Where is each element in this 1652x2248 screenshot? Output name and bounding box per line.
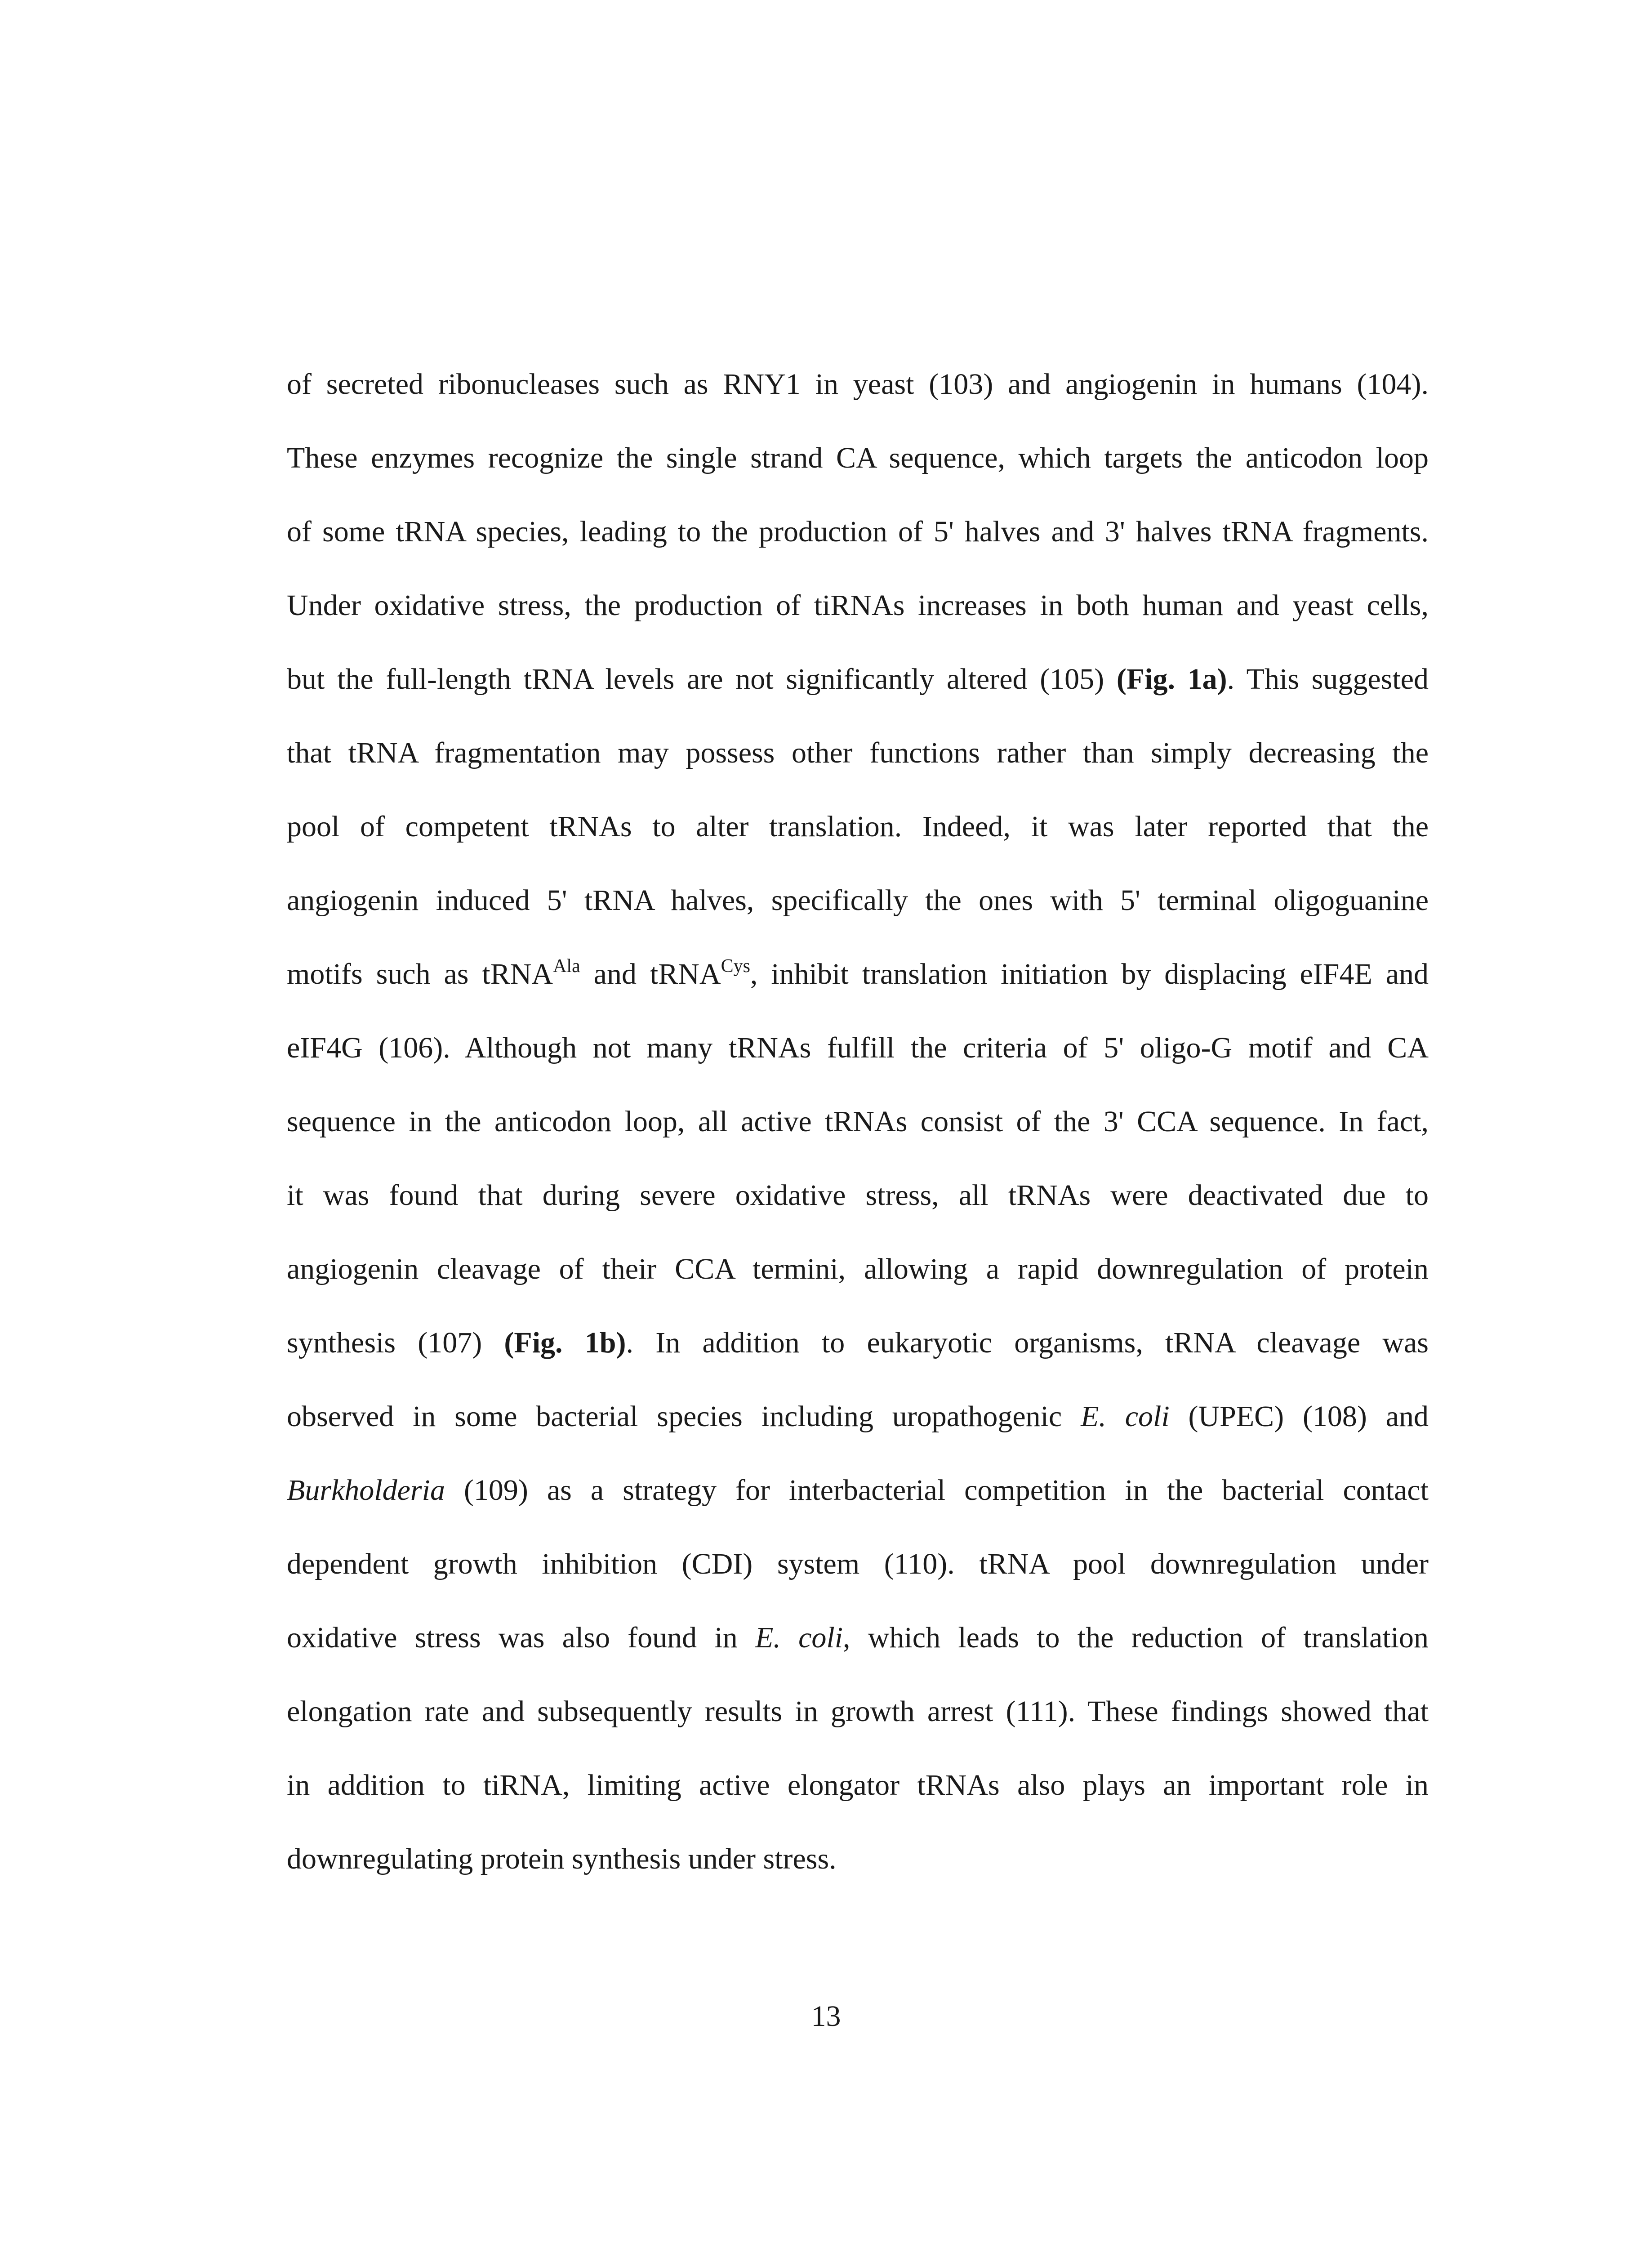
text-line: dependent growth inhibition (CDI) system (110). tRNA pool downregulation under: [287, 1548, 1429, 1580]
text-line: angiogenin cleavage of their CCA termini, allowing a rapid downregulation of protein: [287, 1253, 1429, 1285]
text-line: elongation rate and subsequently results in growth arrest (111). These findings showed that: [287, 1695, 1429, 1728]
body-paragraph: [287, 364, 1429, 1913]
text-line: of some tRNA species, leading to the production of 5' halves and 3' halves tRNA fragments.: [287, 515, 1429, 548]
text-line: angiogenin induced 5' tRNA halves, specifically the ones with 5' terminal oligoguanine: [287, 884, 1429, 917]
figure-reference: (Fig. 1b): [504, 1326, 626, 1359]
text-line: but the full-length tRNA levels are not significantly altered (105) (Fig. 1a). This suggested: [287, 663, 1429, 696]
text-line: that tRNA fragmentation may possess other functions rather than simply decreasing the: [287, 736, 1429, 769]
text-line: in addition to tiRNA, limiting active elongator tRNAs also plays an important role in: [287, 1769, 1429, 1802]
text-line: These enzymes recognize the single strand CA sequence, which targets the anticodon loop: [287, 442, 1429, 474]
figure-reference: (Fig. 1a): [1116, 663, 1227, 696]
superscript: Ala: [553, 956, 580, 977]
text-line: it was found that during severe oxidative stress, all tRNAs were deactivated due to: [287, 1179, 1429, 1212]
text-line: oxidative stress was also found in E. coli, which leads to the reduction of translation: [287, 1621, 1429, 1654]
text-line: sequence in the anticodon loop, all active tRNAs consist of the 3' CCA sequence. In fact,: [287, 1105, 1429, 1138]
text-line: Under oxidative stress, the production of tiRNAs increases in both human and yeast cells,: [287, 589, 1429, 622]
species-name: Burkholderia: [287, 1474, 445, 1507]
page-number: 13: [811, 2000, 841, 2033]
text-line: Burkholderia (109) as a strategy for interbacterial competition in the bacterial contact: [287, 1474, 1429, 1507]
text-line: eIF4G (106). Although not many tRNAs fulfill the criteria of 5' oligo-G motif and CA: [287, 1031, 1429, 1064]
superscript: Cys: [721, 956, 750, 977]
species-name: E. coli: [1081, 1400, 1170, 1433]
species-name: E. coli: [755, 1621, 843, 1654]
text-line: of secreted ribonucleases such as RNY1 in yeast (103) and angiogenin in humans (104).: [287, 368, 1429, 401]
text-line: synthesis (107) (Fig. 1b). In addition to eukaryotic organisms, tRNA cleavage was: [287, 1326, 1429, 1359]
text-line: pool of competent tRNAs to alter translation. Indeed, it was later reported that the: [287, 810, 1429, 843]
text-line: downregulating protein synthesis under stress.: [287, 1842, 837, 1875]
text-line: observed in some bacterial species including uropathogenic E. coli (UPEC) (108) and: [287, 1400, 1429, 1433]
text-line: motifs such as tRNA$^{Ala}$ and tRNA$^{Cys}$, inhibit translation initiation by displacing eIF4E and: [287, 956, 1429, 990]
